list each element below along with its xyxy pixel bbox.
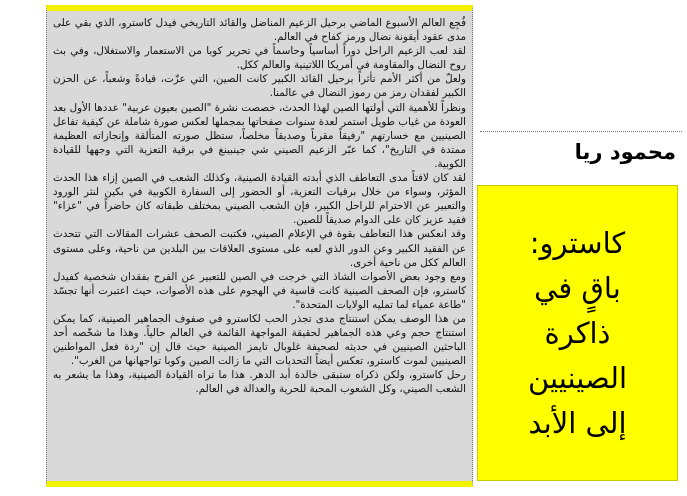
headline-box	[477, 185, 678, 481]
headline-line: كاسترو:	[529, 225, 626, 260]
headline-line: الصينيين	[527, 360, 628, 395]
article-paragraph: ونظراً للأهمية التي أولتها الصين لهذا الحدث، خصصت نشرة "الصين بعيون عربية" عددها الأول بعد العودة من غياب طويل استمر لعدة سنوات صفحاتها بمجملها لعكس صورة شاملة عن كيفية تفاعل الصينيين مع خسارتهم "رفيقاً مقرباً وصديقاً مخلصاً، ستظل صورته المتألقة وإنجازاته العظيمة ممتدة في التاريخ"، كما عبّر الزعيم الصيني شي جينبينغ في برقية التعزية التي وجهها للقيادة الكوبية.	[53, 101, 466, 170]
article-paragraph: لقد كان لافتاً مدى التعاطف الذي أبدته القيادة الصينية، وكذلك الشعب في الصين إزاء هذا الحدث المؤثر، وسواء من خلال برقيات التعزية، أو الحضور إلى السفارة الكوبية في بكين لنثر الورود والتعبير عن الاحترام للراحل الكبير، فإن الشعب الصيني بمختلف طبقاته كان حاضراً في "عزاء" فقيد عزيز كان على الدوام صديقاً للصين.	[53, 172, 466, 227]
article-body	[46, 5, 473, 487]
article-paragraph: ومع وجود بعض الأصوات الشاذ التي خرجت في الصين للتعبير عن الفرح بفقدان شخصية كفيدل كاسترو، فإن الصحف الصينية كانت قاسية في الهجوم على هذه الأصوات، حيث اعتبرت أنها تجسّد "طاعة عمياء لما تمليه الولايات المتحدة".	[53, 270, 466, 311]
article-paragraph: فُجِع العالم الأسبوع الماضي برحيل الزعيم المناضل والقائد التاريخي فيدل كاسترو، الذي بقي على مدى عقود أيقونة نضال ورمز كفاح في العالم.	[53, 17, 466, 44]
article-paragraph: من هذا الوصف يمكن استنتاج مدى تجذر الحب لكاسترو في صفوف الجماهير الصينية، كما يمكن استنتاج حجم وعي هذه الجماهير لحقيقة المواجهة القائمة في العالم حالياً. وهذا ما شخّصه أحد الباحثين الصينيين في حديثه لصحيفة غلوبال تايمز الصينية حيث قال إن "ردة فعل المواطنين الصينيين لموت كاسترو، تعكس أيضاً التحديات التي ما زالت الصين وكوبا تواجهانها من الغرب".	[53, 312, 466, 368]
headline-line: إلى الأبد	[528, 405, 627, 440]
article-paragraph: وقد انعكس هذا التعاطف بقوة في الإعلام الصيني، فكتبت الصحف عشرات المقالات التي تتحدث عن الفقيد الكبير وعن الدور الذي لعبه على مستوى العلاقات بين البلدين من ناحية، وعلى مستوى العالم ككل من ناحية أخرى.	[53, 228, 466, 269]
headline-line: باقٍ في	[534, 270, 621, 305]
article-paragraph: ولعلّ من أكثر الأمم تأثراً برحيل القائد الكبير كانت الصين، التي عزّت، قيادةً وشعباً، عن الحزن الكبير لفقدان رمز من رموز النضال في عالمنا.	[53, 73, 466, 100]
headline-line: ذاكرة	[544, 315, 611, 350]
article-paragraph: لقد لعب الزعيم الراحل دوراً أساسياً وحاسماً في تحرير كوبا من الاستعمار والاستغلال، وفي بث روح النضال والمقاومة في أمريكا اللاتينية والعالم ككل.	[53, 45, 466, 72]
article-paragraph: رحل كاسترو، ولكن ذكراه ستبقى خالدة أبد الدهر. هذا ما تراه القيادة الصينية، وهذا ما يشعر به الشعب الصيني، وكل الشعوب المحبة للحرية والعدالة في العالم.	[53, 369, 466, 396]
author-divider	[480, 131, 682, 132]
author-name: محمود ريا	[574, 140, 676, 164]
